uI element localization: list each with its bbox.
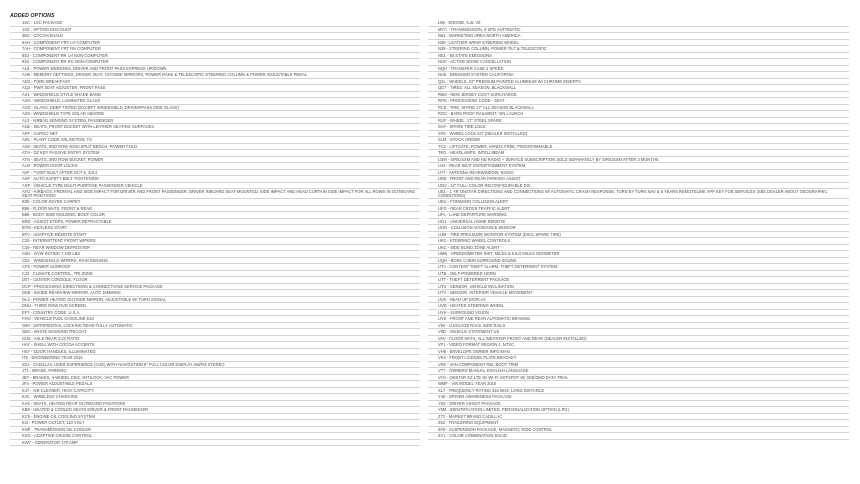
option-item: UV6 - HEAD UP DISPLAY	[428, 297, 849, 304]
option-item: UGN - COLLISION AVOIDANCE SENSOR	[428, 225, 849, 232]
option-item: G80 - DIFFERENTIAL LOCKING REAR FULLY AUTOMATIC	[10, 323, 420, 330]
option-item: U77 - ANTENNA REARWINDOW, RADIO	[428, 170, 849, 177]
option-item: 6AH - COMPONENT FRT LH COMPUTER	[10, 40, 420, 47]
option-item: VH9 - ENVELOPE OWNER INFO MAN	[428, 349, 849, 356]
option-item: AH5 - MEMORY SETTINGS, DRIVER SEAT, OUTSIDE MIRRORS, POWER RAKE & TELESCOPIC STEERING COLUMN & POWER ADJUSTABLE PEDAL	[10, 72, 420, 79]
option-item: K4C - WIRELESS CHARGING	[10, 394, 420, 401]
option-item: 3BS - COCOA/SHALE	[10, 33, 420, 40]
option-item: V54 - LUGGAGE RACK SIDE RAILS	[428, 323, 849, 330]
option-item: UG1 - UNIVERSAL HOME REMOTE	[428, 219, 849, 226]
option-item: AXG - WINDSHIELD, LAMINATED GLASS	[10, 98, 420, 105]
option-item: UTU - SENSOR, VEHICLE INCLINATION	[428, 284, 849, 291]
option-item: MYC - TRANSMISSION, 8 SPD AUTOMATIC	[428, 27, 849, 34]
option-item: VF1 - VIDEO FORMAT REGION 1, NTSC	[428, 342, 849, 349]
option-item: UKC - SIDE BLIND ZONE ALERT	[428, 245, 849, 252]
option-item: N38 - LEATHER WRAP STEERING WHEEL	[428, 40, 849, 47]
option-item: UD5 - FRONT AND REAR PARKING ASSIST	[428, 176, 849, 183]
option-item: UTB - SELF-POWERED HORN	[428, 271, 849, 278]
option-item: QD7 - TIRES, ALL SEASON, BLACKWALL	[428, 85, 849, 92]
option-item: V8D - VEHICLE STATEMENT US	[428, 329, 849, 336]
option-item: VT7 - OWNERS MANUAL ENGLISH LANGUAGE	[428, 368, 849, 375]
option-item: D07 - CENTER CONSOLE, FLOOR	[10, 277, 420, 284]
options-list-left	[10, 20, 420, 446]
option-item: 7AH - COMPONENT FRT RH COMPUTER	[10, 46, 420, 53]
option-item: UFL - LANE DEPARTURE WARNING	[428, 212, 849, 219]
option-item: KI4 - POWER OUTLET, 110 VOLT	[10, 420, 420, 427]
options-list-right	[428, 20, 849, 440]
option-item: N38 - STEERING COLUMN, POWER TILT & TELESCOPIC	[428, 46, 849, 53]
option-item: UK3 - STEERING WHEEL CONTROLS	[428, 238, 849, 245]
option-item: UDV - 12" FULL-COLOR RECONFIGURABLE DIC	[428, 183, 849, 190]
option-item: ROC - BARS ROOF RAILMENT, VIN LAUNCH	[428, 111, 849, 118]
option-item: C49 - REAR WINDOW DEFROSTER	[10, 245, 420, 252]
option-item: TC2 - LIFTGATE, POWER, HANDS FREE, PROGRAMMABLE	[428, 144, 849, 151]
option-item: KNP - TRANSMISSION OIL COOLER	[10, 427, 420, 434]
option-item: RUF - WHEEL, 17" STEEL SPARE	[428, 118, 849, 125]
option-item: UVS - FRONT AND REAR AUTOMATIC BRAKING	[428, 316, 849, 323]
option-item: AU3 - POWER DOOR LOCKS	[10, 163, 420, 170]
option-item: NHC - ACTIVE NOISE CANCELLATION	[428, 59, 849, 66]
option-item: ZY1 - COLOR COMBINATION SOLID	[428, 433, 849, 440]
option-item: AN2 - SEATS, FRONT BUCKET WITH LEATHER SEATING SURFACES	[10, 124, 420, 131]
option-item: AU1 - POWER WINDOWS, DRIVER AND FRONT PASS EXPRESS UP/DOWN	[10, 66, 420, 73]
option-item: ATH - DZ KEY PASSIVE ENTRY SYSTEM	[10, 150, 420, 157]
option-item: NQH - TRANSFER CASE 2 SPEED	[428, 66, 849, 73]
option-item: AQ2 - PWR SEAT ADJUSTER, FRONT PASS	[10, 85, 420, 92]
option-item: BRD - ASSIST STEPS, POWER RETRACTABLE	[10, 219, 420, 226]
option-item: ATN - SEATS, 3RD ROW BUCKET, POWER	[10, 157, 420, 164]
option-item: AR1 - PLANT CODE ARLINGTON, TX	[10, 137, 420, 144]
option-item: NU6 - EMISSION SYSTEM CALIFORNIA	[428, 72, 849, 79]
option-item: HAY - SHELL WITH COCOA ACCENTS	[10, 342, 420, 349]
option-item: CE1 - WINDSHIELD WIPERS, RAIN SENSING	[10, 258, 420, 265]
option-item: VAV - FLOOR MATS, ALL WEATHER FRONT AND REAR (DEALER INSTALLED)	[428, 336, 849, 343]
option-item: Y46 - DRIVER AWARENESS PACKAGE	[428, 394, 849, 401]
option-item: ZF5 - SUSPENSION PACKAGE, MAGNETIC RIDE CONTROL	[428, 427, 849, 434]
option-item: R6M - NEW JERSEY COST SURCHARGE	[428, 92, 849, 99]
option-item: C6H - GVW RATING 7,100 LBS	[10, 251, 420, 258]
option-item: IOU - CADILLAC USER EXPERIENCE (CUE) WITH NAVIGATION 8" FULL COLOR DISPLAY AM/FM STEREO	[10, 362, 420, 369]
option-item: TKG - HEADLAMPS, INTELLIBEAM	[428, 150, 849, 157]
option-item: AXD - GLASS, DEEP TINTED (EXCEPT WINDSHIELD, DRIVER/PASS SIDE GLASS)	[10, 105, 420, 112]
option-item: JF4 - POWER ADJUSTABLE PEDALS	[10, 381, 420, 388]
option-item: UMN - SPEEDOMETER INST, MILES & KILO MILES ODOMETER	[428, 251, 849, 258]
option-item: B85 - BODY SIDE MOLDING, BODY COLOR	[10, 212, 420, 219]
option-item: KA6 - SEATS, HEATED REAR OUTBOARD POSITIONS	[10, 401, 420, 408]
option-item: JB7 - BRAKES, 4-WHEEL DISC ANTILOCK, VAC POWER	[10, 375, 420, 382]
option-item: VV4 - ONSTAR 4G LTE W/ WI-FI HOTSPOT W/ 3GB/3MO DATA TRIAL	[428, 375, 849, 382]
option-item: 8S2 - COMPONENT RR LH NON-COMPUTER	[10, 53, 420, 60]
option-item: SLM - STOCK ORDER	[428, 137, 849, 144]
option-item: KB5 - HEATED & COOLED SEATS DRIVER & FRONT PASSENGER	[10, 407, 420, 414]
option-item: NE1 - 50 STATE EMISSIONS	[428, 53, 849, 60]
option-item: DD8 - INSIDE REARVIEW MIRROR, AUTO DIMMING	[10, 290, 420, 297]
option-item: EF7 - COUNTRY CODE, U.S.A.	[10, 310, 420, 317]
option-item: UTV - SENSOR, INTERIOR VEHICLE MOVEMENT	[428, 290, 849, 297]
option-item: AVF - **UNIT BUILT AFTER OCT 6, 2014	[10, 170, 420, 177]
option-item: UTT - THEFT DETERRENT PACKAGE	[428, 277, 849, 284]
option-item: DNU - THIRD ROW DVD SCREEN	[10, 303, 420, 310]
option-item: Z82 - TRAILERING EQUIPMENT	[428, 420, 849, 427]
option-item: RPN - PROCESSING CODE - SEAT	[428, 98, 849, 105]
option-item: SFE - WHEEL LOCK KIT (DEALER INSTALLED)	[428, 131, 849, 138]
option-item: KSG - ADAPTIVE CRUISE CONTROL	[10, 433, 420, 440]
option-item: UVD - HEATED STEERING WHEEL	[428, 303, 849, 310]
option-item: L86 - ENGINE, 6.2L V8	[428, 20, 849, 27]
option-item: GU5 - AXLE REAR 3.23 RATIO	[10, 336, 420, 343]
option-item: AYG - AIRBAGS, FRONTAL AND SIDE IMPACT FOR DRIVER AND FRONT PASSENGER, DRIVER INBOARD SEAT-MOUNTED, SIDE IMPACT AND HEAD CURTAIN SIDE IMPACT FOR ALL ROWS IN OUTBOARD SEAT POSITIONS	[10, 189, 420, 199]
option-item: 1SZ - OPTION DISCOUNT	[10, 27, 420, 34]
option-item: C25 - INTERMITTENT FRONT WIPERS	[10, 238, 420, 245]
option-item: CF5 - POWER SUNROOF	[10, 264, 420, 271]
option-item: HS7 - DOOR HANDLES, ILLUMINATED	[10, 349, 420, 356]
option-item: AX9 - WINDSHIELD TYPE SOLAR ABSORB	[10, 111, 420, 118]
option-item: UJM - TIRE PRESSURE MONITOR SYSTEM (EXCL SPARE TIRE)	[428, 232, 849, 239]
option-item: B30 - COLOR KEYED CARPET	[10, 199, 420, 206]
option-item: DL3 - POWER HEATED OUTSIDE MIRROR, ADJUSTABLE W/ TURN SIGNAL	[10, 297, 420, 304]
option-item: YM8 - IDENTIFICATION LIMITED, PERSONALIZATION OPTION (LPO)	[428, 407, 849, 414]
option-item: UEU - FORWARD COLLISION ALERT	[428, 199, 849, 206]
option-item: AS8 - SEATS, 2ND ROW 60/40 SPLIT BENCH, POWER FOLD	[10, 144, 420, 151]
option-item: AXF - AUTO SAFETY BELT TIGHTENING	[10, 176, 420, 183]
option-item: AX1 - WINDSHIELD STYLE SHADE BAND	[10, 92, 420, 99]
option-item: RC8 - TIRE, SPARE 17" ALL SEASON BLACKWALL	[428, 105, 849, 112]
option-item: UVH - SURROUND VISION	[428, 310, 849, 317]
option-item: VK3 - FRONT LICENSE PLATE BRACKET	[428, 355, 849, 362]
option-item: UE1 - 1 YR ONSTAR DIRECTIONS AND CONNECTIONS W/ AUTOMATIC CRASH RESPONSE, TURN BY TURN NAV & 5 YEARS REMOTELINK APP KEY FOB SERVICES (SEE DEALER ABOUT GEOGRAPHIC CONDITIONS)	[428, 189, 849, 199]
option-item: Q2L - WHEELS, 22" PREMIUM PAINTED ALUMINUM W/ CHROME INSERTS	[428, 79, 849, 86]
option-item: SAF - SPARE TIRE LOCK	[428, 124, 849, 131]
option-item: WMF - VIN MODEL YEAR 2015	[428, 381, 849, 388]
option-item: J71 - BRAKE, PARKING	[10, 368, 420, 375]
option-item: GBA - WHITE DIAMOND TRICOAT	[10, 329, 420, 336]
option-item: FHO - VEHICLE FUEL GASOLINE E10	[10, 316, 420, 323]
option-item: DCP - PROCESSING DIRECTIONS & CONNECTIONS SERVICE PACKAGE	[10, 284, 420, 291]
option-item: B58 - FLOOR MATS, FRONT & REAR	[10, 206, 420, 213]
option-item: Y6S - DRIVER ASSIST PACKAGE	[428, 401, 849, 408]
option-item: BTV - ADAPTIVE REMOTE START	[10, 232, 420, 239]
option-item: AL3 - AIRBAG SENSING SYSTEM, PASSENGER	[10, 118, 420, 125]
option-item: UQH - BOSE CABIN SURROUND SOUND	[428, 258, 849, 265]
option-item: K47 - AIR CLEANER, HIGH CAPACITY	[10, 388, 420, 395]
option-item: UTJ - CONTENT THEFT ALARM, THEFT DETERRENT SYSTEM	[428, 264, 849, 271]
option-item: U2M - SIRIUSXM AND HD RADIO + SERVICE SUBSCRIPTION SOLD SEPARATELY BY SIRIUSXM AFTER 3 MONTHS	[428, 157, 849, 164]
option-item: VR6 - VAN COMPONENT REL BOOT TRIM	[428, 362, 849, 369]
option-item: 9S2 - COMPONENT RR RH NON-COMPUTER	[10, 59, 420, 66]
option-item: KW7 - GENERATOR 170 AMP	[10, 440, 420, 447]
option-item: CJ2 - CLIMATE CONTROL, TRI ZONE	[10, 271, 420, 278]
option-item: N64 - MARKETING AREA NORTH AMERICA	[428, 33, 849, 40]
option-item: AD3 - FORK BREAKFAST	[10, 79, 420, 86]
option-item: Z73 - MARKET BRAND CADILLAC	[428, 414, 849, 421]
option-item: IT5 - ENGINEERING YEAR 2015	[10, 355, 420, 362]
option-item: KC9 - ENGINE OIL COOLING SYSTEM	[10, 414, 420, 421]
option-item: AXP - VEHICLE TYPE MULTI-PURPOSE PASSENGER VEHICLE	[10, 183, 420, 190]
option-item: U42 - REAR SEAT ENTERTAINMENT SYSTEM	[428, 163, 849, 170]
option-item: APF - CARGO NET	[10, 131, 420, 138]
option-item: UFG - REAR CROSS TRAFFIC ALERT	[428, 206, 849, 213]
option-item: 1SC - 1SC PACKAGE	[10, 20, 420, 27]
option-item: BTM - KEYLESS START	[10, 225, 420, 232]
page-title: ADDED OPTIONS	[10, 13, 55, 19]
option-item: XL7 - FREQUENCY RATING 315 MHZ, LONG DISTANCE	[428, 388, 849, 395]
